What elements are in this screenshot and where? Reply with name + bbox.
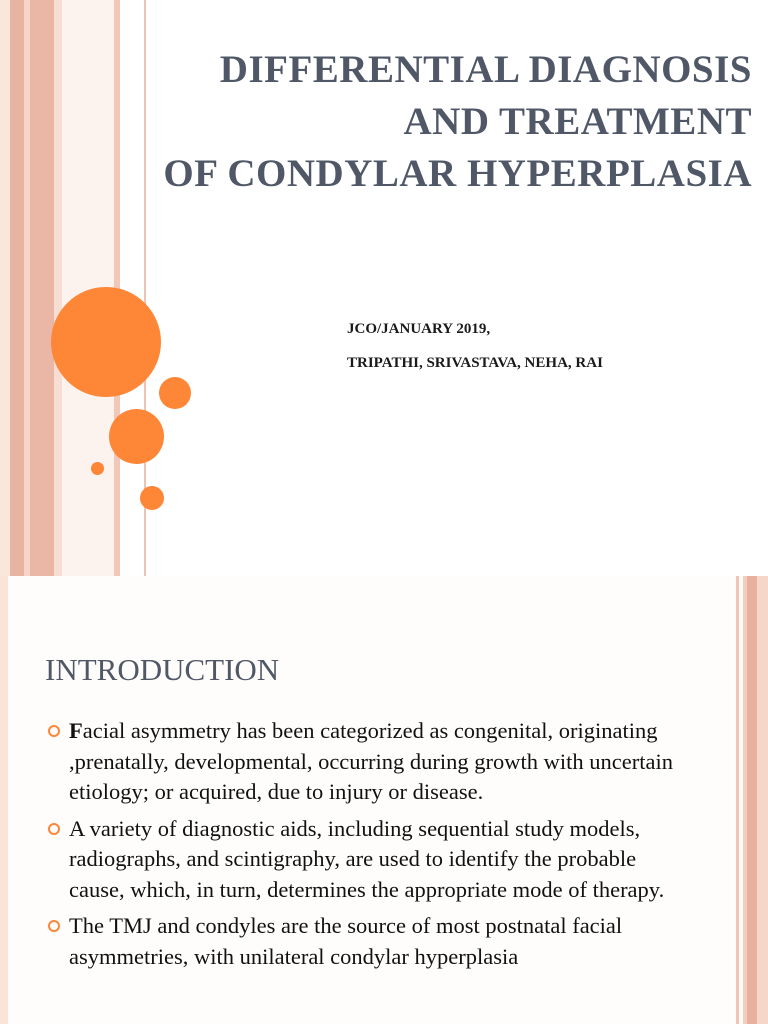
bullet-list <box>46 716 686 978</box>
bullet-text <box>69 911 686 972</box>
circle-bullet-icon <box>48 823 60 835</box>
list-item <box>46 911 686 972</box>
decorative-stripe <box>10 0 24 576</box>
decorative-stripe <box>736 576 739 1024</box>
decorative-circle-medium <box>109 409 164 464</box>
bullet-body: A variety of diagnostic aids, including sequential study models, radiographs, and scintigraphy, are used to identify the probable cause, which, in turn, determines the appropriate mode of therapy. <box>69 815 665 902</box>
list-item <box>46 814 686 906</box>
section-heading: INTRODUCTION <box>45 652 280 687</box>
list-item <box>46 716 686 808</box>
bullet-body: The TMJ and condyles are the source of most postnatal facial asymmetries, with unilateral condylar hyperplasia <box>69 913 623 969</box>
decorative-stripe <box>0 576 8 1024</box>
decorative-stripe <box>30 0 54 576</box>
circle-bullet-icon <box>48 725 60 737</box>
decorative-stripe <box>747 576 757 1024</box>
decorative-circle-small <box>140 486 164 510</box>
decorative-circle-tiny <box>91 462 104 475</box>
circle-bullet-icon <box>48 920 60 932</box>
title-line: OF CONDYLAR HYPERPLASIA <box>163 152 752 195</box>
title-line: AND TREATMENT <box>403 100 752 143</box>
introduction-slide <box>0 576 768 1024</box>
slide-title <box>72 44 752 200</box>
decorative-stripe <box>0 0 10 576</box>
decorative-circle-small <box>159 377 191 409</box>
journal-reference: JCO/JANUARY 2019, <box>347 321 491 337</box>
decorative-stripe <box>54 0 62 576</box>
bullet-text <box>69 716 686 808</box>
decorative-stripe <box>757 576 768 1024</box>
author-list: TRIPATHI, SRIVASTAVA, NEHA, RAI <box>347 355 603 371</box>
bullet-text <box>69 814 686 906</box>
bullet-body: acial asymmetry has been categorized as congenital, originating ,prenatally, developmental, occurring during growth with uncertain etiology; or acquired, due to injury or disease. <box>69 718 673 804</box>
bold-initial: F <box>69 718 83 743</box>
title-line: DIFFERENTIAL DIAGNOSIS <box>219 48 752 91</box>
citation-block <box>347 312 603 380</box>
decorative-circle-large <box>51 287 161 397</box>
